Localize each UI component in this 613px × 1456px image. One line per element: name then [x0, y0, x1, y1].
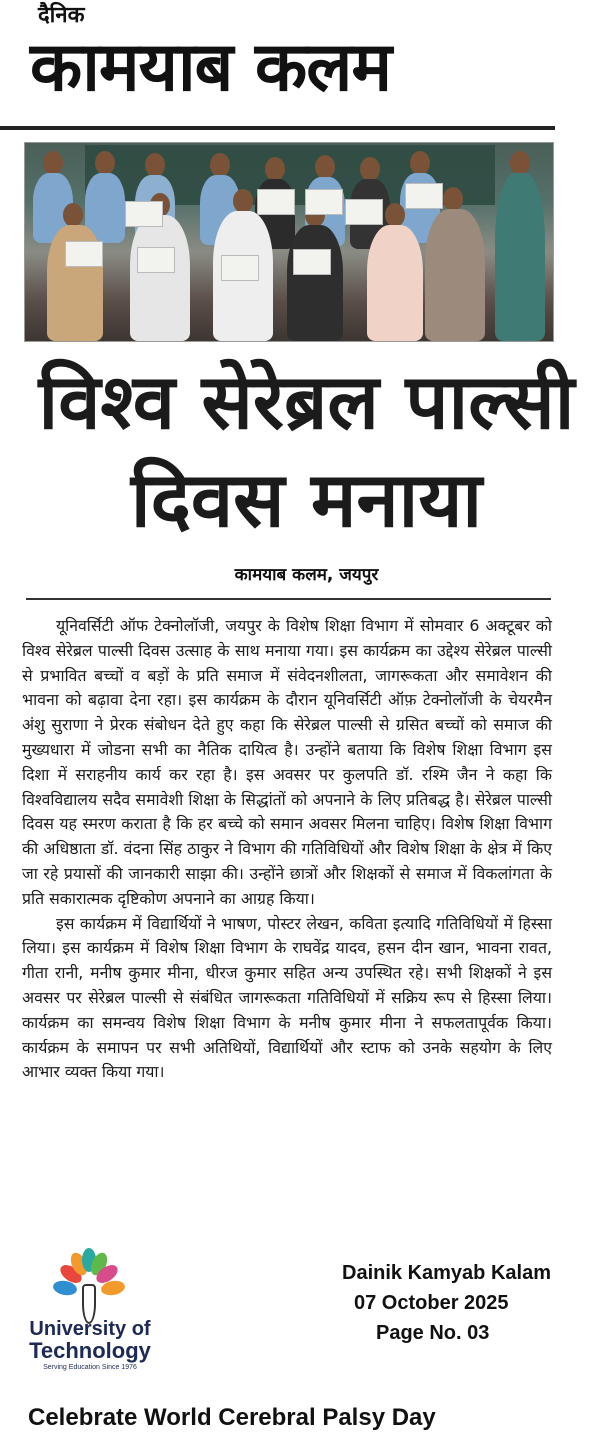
masthead-divider [0, 126, 555, 130]
photo-person [265, 157, 285, 181]
photo-person [43, 151, 63, 175]
photo-placard [345, 199, 383, 225]
logo-name-line-2: Technology [29, 1338, 151, 1363]
photo-placard [221, 255, 259, 281]
photo-placard [137, 247, 175, 273]
photo-person [410, 151, 430, 175]
photo-person [510, 151, 530, 175]
photo-person [95, 151, 115, 175]
photo-placard [305, 189, 343, 215]
photo-person [233, 189, 253, 213]
photo-placard [65, 241, 103, 267]
byline-divider [26, 598, 551, 600]
caption: Celebrate World Cerebral Palsy Day [28, 1404, 436, 1431]
publication-date: 07 October 2025 [354, 1292, 509, 1314]
headline-line-1: विश्व सेरेब्रल पाल्सी [38, 357, 575, 446]
photo-placard [405, 183, 443, 209]
logo-name-line-1: University of [29, 1318, 151, 1340]
photo-person [367, 225, 423, 341]
photo-person [425, 209, 485, 341]
photo-person [210, 153, 230, 177]
publication-page: Page No. 03 [376, 1322, 490, 1344]
photo-person [63, 203, 83, 227]
photo-placard [125, 201, 163, 227]
byline: कामयाब कलम, जयपुर [234, 565, 379, 585]
article-body [22, 614, 552, 1085]
logo-name [20, 1318, 160, 1362]
photo-placard [293, 249, 331, 275]
group-photo [24, 142, 554, 342]
article-paragraph: यूनिवर्सिटी ऑफ टेक्नोलॉजी, जयपुर के विशेष शिक्षा विभाग में सोमवार 6 अक्टूबर को विश्व सेरेब्रल पाल्सी दिवस उत्साह के साथ मनाया गया। इस कार्यक्रम का उद्देश्य सेरेब्रल पाल्सी से प्रभावित बच्चों व बड़ों के प्रति समाज में संवेदनशीलता, जागरूकता और समावेशन की भावना को बढ़ावा देना रहा। इस कार्यक्रम के दौरान यूनिवर्सिटी ऑफ़ टेक्नोलॉजी के चेयरमैन अंशु सुराणा ने प्रेरक संबोधन देते हुए कहा कि सेरेब्रल पाल्सी से ग्रसित बच्चों को समाज की मुख्यधारा में जोडना सभी का नैतिक दायित्व है। उन्होंने बताया कि विशेष शिक्षा विभाग इस दिशा में सराहनीय कार्य कर रहा है। इस अवसर पर कुलपति डॉ. रश्मि जैन ने कहा कि विश्वविद्यालय सदैव समावेशी शिक्षा के सिद्धांतों को अपनाने के लिए प्रतिबद्ध है। सेरेब्रल पाल्सी दिवस यह स्मरण कराता है कि हर बच्चे को समान अवसर मिलना चाहिए। विशेष शिक्षा विभाग की अधिष्ठाता डॉ. वंदना सिंह ठाकुर ने विभाग की गतिविधियों और विशेष शिक्षा के क्षेत्र में किए जा रहे प्रयासों की जानकारी साझा की। उन्होंने छात्रों और शिक्षकों से समाज में विकलांगता के प्रति सकारात्मक दृष्टिकोण अपनाने का आग्रह किया। [22, 616, 552, 908]
photo-person [315, 155, 335, 179]
photo-placard [257, 189, 295, 215]
photo-person [145, 153, 165, 177]
publication-name: Dainik Kamyab Kalam [342, 1262, 551, 1284]
masthead-title: कामयाब कलम [30, 28, 392, 107]
photo-person [360, 157, 380, 181]
photo-person [287, 225, 343, 341]
masthead-daily-label: दैनिक [38, 3, 85, 28]
newspaper-masthead [0, 0, 613, 132]
photo-person [130, 215, 190, 341]
photo-person [385, 203, 405, 227]
fountain-pen-flower-icon [18, 1248, 158, 1318]
photo-person [443, 187, 463, 211]
university-logo [18, 1248, 158, 1378]
logo-tagline: Serving Education Since 1976 [43, 1364, 137, 1371]
article-paragraph: इस कार्यक्रम में विद्यार्थियों ने भाषण, पोस्टर लेखन, कविता इत्यादि गतिविधियों में हिस्सा लिया। इस कार्यक्रम में विशेष शिक्षा विभाग के राघवेंद्र यादव, हसन दीन खान, भावना रावत, गीता रानी, मनीष कुमार मीना, धीरज कुमार सहित अन्य उपस्थित रहे। सभी शिक्षकों ने इस अवसर पर सेरेब्रल पाल्सी से संबंधित जागरूकता गतिविधियों में सक्रिय रूप से हिस्सा लिया। कार्यक्रम का समन्वय विशेष शिक्षा विभाग के मनीष कुमार मीना ने सफलतापूर्वक किया। कार्यक्रम के समापन पर सभी अतिथियों, विद्यार्थियों और स्टाफ को उनके सहयोग के लिए आभार व्यक्त किया गया। [22, 913, 552, 1082]
headline-line-2: दिवस मनाया [130, 455, 483, 544]
photo-person [495, 173, 545, 341]
